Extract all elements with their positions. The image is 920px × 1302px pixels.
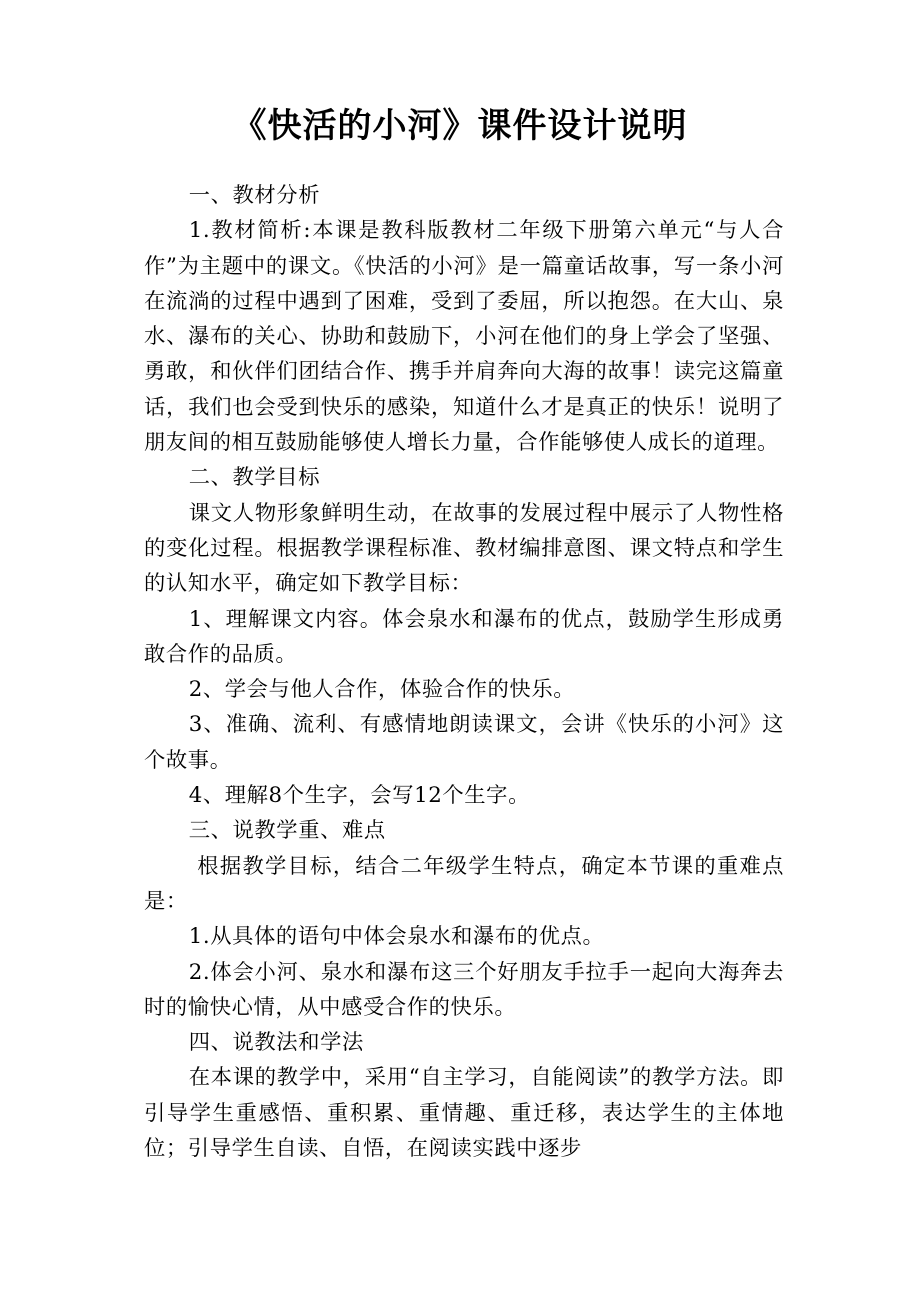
paragraph-material-intro: 1.教材简析:本课是教科版教材二年级下册第六单元“与人合作”为主题中的课文。《快活的小河》是一篇童话故事，写一条小河在流淌的过程中遇到了困难，受到了委屈，所以抱怨。在大山、泉水、瀑布的关心、协助和鼓励下，小河在他们的身上学会了坚强、勇敢，和伙伴们团结合作、携手并肩奔向大海的故事！读完这篇童话，我们也会受到快乐的感染，知道什么才是真正的快乐！说明了朋友间的相互鼓励能够使人增长力量，合作能够使人成长的道理。 <box>144 218 784 456</box>
goal-item-3: 3、准确、流利、有感情地朗读课文，会讲《快乐的小河》这个故事。 <box>144 712 784 773</box>
section-heading-materials: 一、教材分析 <box>188 183 321 208</box>
document-body <box>144 178 784 1166</box>
section-heading-goals: 二、教学目标 <box>188 465 321 491</box>
goal-item-4: 4、理解8个生字，会写12个生字。 <box>188 783 530 809</box>
paragraph-goals-intro: 课文人物形象鲜明生动，在故事的发展过程中展示了人物性格的变化过程。根据教学课程标准、教材编排意图、课文特点和学生的认知水平，确定如下教学目标： <box>144 500 784 597</box>
goal-item-2: 2、学会与他人合作，体验合作的快乐。 <box>188 677 576 703</box>
paragraph-methods: 在本课的教学中，采用“自主学习，自能阅读”的教学方法。即引导学生重感悟、重积累、重情趣、重迁移，表达学生的主体地位；引导学生自读、自悟，在阅读实践中逐步 <box>144 1065 784 1162</box>
key-point-item-2: 2.体会小河、泉水和瀑布这三个好朋友手拉手一起向大海奔去时的愉快心情，从中感受合作的快乐。 <box>144 959 784 1020</box>
document-title: 《快活的小河》课件设计说明 <box>232 106 688 146</box>
paragraph-key-points-intro: 根据教学目标，结合二年级学生特点，确定本节课的重难点是： <box>144 853 784 914</box>
goal-item-1: 1、理解课文内容。体会泉水和瀑布的优点，鼓励学生形成勇敢合作的品质。 <box>144 606 784 667</box>
key-point-item-1: 1.从具体的语句中体会泉水和瀑布的优点。 <box>188 924 605 950</box>
section-heading-key-points: 三、说教学重、难点 <box>188 818 386 844</box>
section-heading-methods: 四、说教法和学法 <box>188 1030 364 1056</box>
